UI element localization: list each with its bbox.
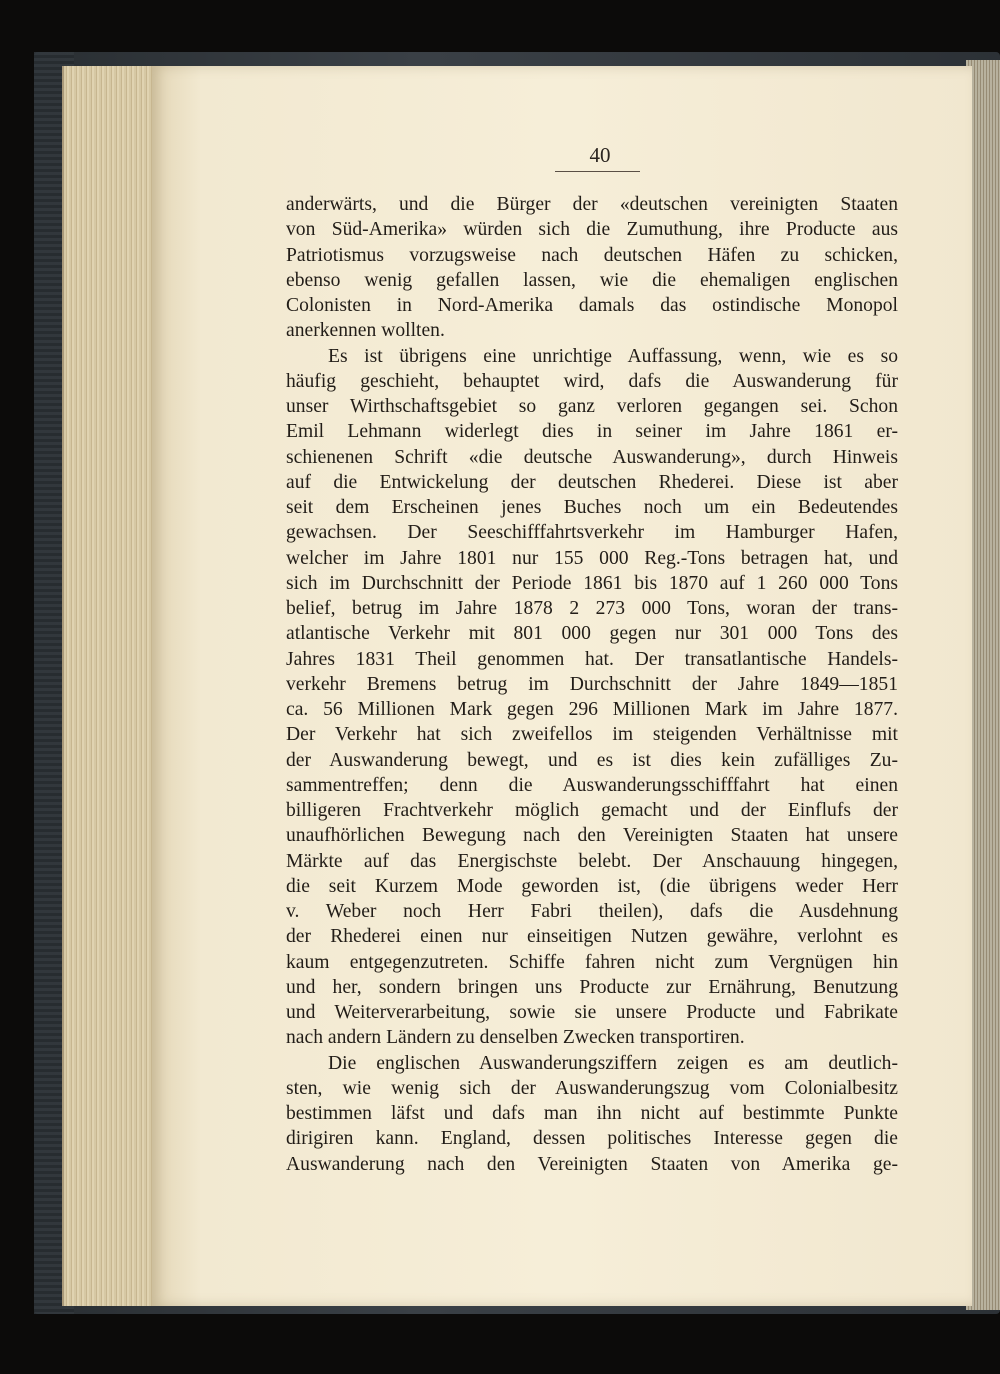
text-line: billigeren Frachtverkehr möglich gemacht und der Einflufs der [286, 800, 898, 821]
text-line: gewachsen. Der Seeschifffahrtsverkehr im Hamburger Hafen, [286, 522, 898, 544]
page-number: 40 [589, 143, 611, 167]
page-stack-edges [62, 66, 164, 1306]
text-line: atlantische Verkehr mit 801 000 gegen nur 301 000 Tons des [286, 623, 898, 645]
text-line: kaum entgegenzutreten. Schiffe fahren nicht zum Vergnügen hin [286, 951, 898, 973]
text-line: der Auswanderung bewegt, und es ist dies kein zufälliges Zu- [286, 749, 898, 771]
text-line: auf die Entwickelung der deutschen Rhederei. Diese ist aber [286, 471, 898, 493]
text-line: und Weiterverarbeitung, sowie sie unsere Producte und Fabrikate [286, 1002, 898, 1023]
text-line: sammentreffen; denn die Auswanderungsschifffahrt hat einen [286, 774, 898, 796]
text-line: Der Verkehr hat sich zweifellos im steigenden Verhältnisse mit [286, 724, 898, 746]
body-text [286, 192, 898, 1177]
text-line: v. Weber noch Herr Fabri theilen), dafs die Ausdehnung [286, 901, 898, 922]
text-line: der Rhederei einen nur einseitigen Nutzen gewähre, verlohnt es [286, 926, 898, 948]
text-line: die seit Kurzem Mode geworden ist, (die übrigens weder Herr [286, 875, 898, 897]
text-line: schienenen Schrift «die deutsche Auswanderung», durch Hinweis [286, 446, 898, 468]
text-line: Auswanderung nach den Vereinigten Staaten von Amerika ge- [286, 1153, 898, 1175]
text-line: Es ist übrigens eine unrichtige Auffassung, wenn, wie es so [328, 345, 898, 367]
text-line: Patriotismus vorzugsweise nach deutschen Häfen zu schicken, [286, 244, 898, 266]
text-line: verkehr Bremens betrug im Durchschnitt der Jahre 1849—1851 [286, 673, 898, 695]
text-line: ebenso wenig gefallen lassen, wie die ehemaligen englischen [286, 269, 898, 291]
text-line: sten, wie wenig sich der Auswanderungszug vom Colonialbesitz [286, 1077, 898, 1099]
text-line: Jahres 1831 Theil genommen hat. Der transatlantische Handels- [286, 648, 898, 670]
text-line: Die englischen Auswanderungsziffern zeigen es am deutlich- [328, 1052, 898, 1074]
text-line: häufig geschieht, behauptet wird, dafs die Auswanderung für [286, 370, 898, 392]
text-line: unser Wirthschaftsgebiet so ganz verloren gegangen sei. Schon [286, 396, 898, 417]
text-line: Colonisten in Nord-Amerika damals das ostindische Monopol [286, 295, 898, 316]
text-line: anderwärts, und die Bürger der «deutschen vereinigten Staaten [286, 194, 898, 215]
text-line: ca. 56 Millionen Mark gegen 296 Millionen Mark im Jahre 1877. [286, 699, 898, 720]
text-line: seit dem Erscheinen jenes Buches noch um ein Bedeutendes [286, 497, 898, 518]
text-line: belief, betrug im Jahre 1878 2 273 000 Tons, woran der trans- [286, 598, 898, 619]
page-number-rule [555, 171, 640, 172]
text-line: bestimmen läfst und dafs man ihn nicht auf bestimmte Punkte [286, 1103, 898, 1124]
text-line: von Süd-Amerika» würden sich die Zumuthung, ihre Producte aus [286, 219, 898, 241]
text-line: Emil Lehmann widerlegt dies in seiner im Jahre 1861 er- [286, 421, 898, 443]
text-line: dirigiren kann. England, dessen politisches Interesse gegen die [286, 1128, 898, 1150]
text-line: welcher im Jahre 1801 nur 155 000 Reg.-Tons betragen hat, und [286, 547, 898, 569]
text-line: unaufhörlichen Bewegung nach den Vereinigten Staaten hat unsere [286, 825, 898, 847]
text-line: Märkte auf das Energischste belebt. Der Anschauung hingegen, [286, 850, 898, 872]
text-line: und her, sondern bringen uns Producte zur Ernährung, Benutzung [286, 976, 898, 998]
text-line: sich im Durchschnitt der Periode 1861 bis 1870 auf 1 260 000 Tons [286, 572, 898, 594]
text-line: nach andern Ländern zu denselben Zwecken transportiren. [286, 1027, 745, 1049]
text-line: anerkennen wollten. [286, 320, 445, 342]
